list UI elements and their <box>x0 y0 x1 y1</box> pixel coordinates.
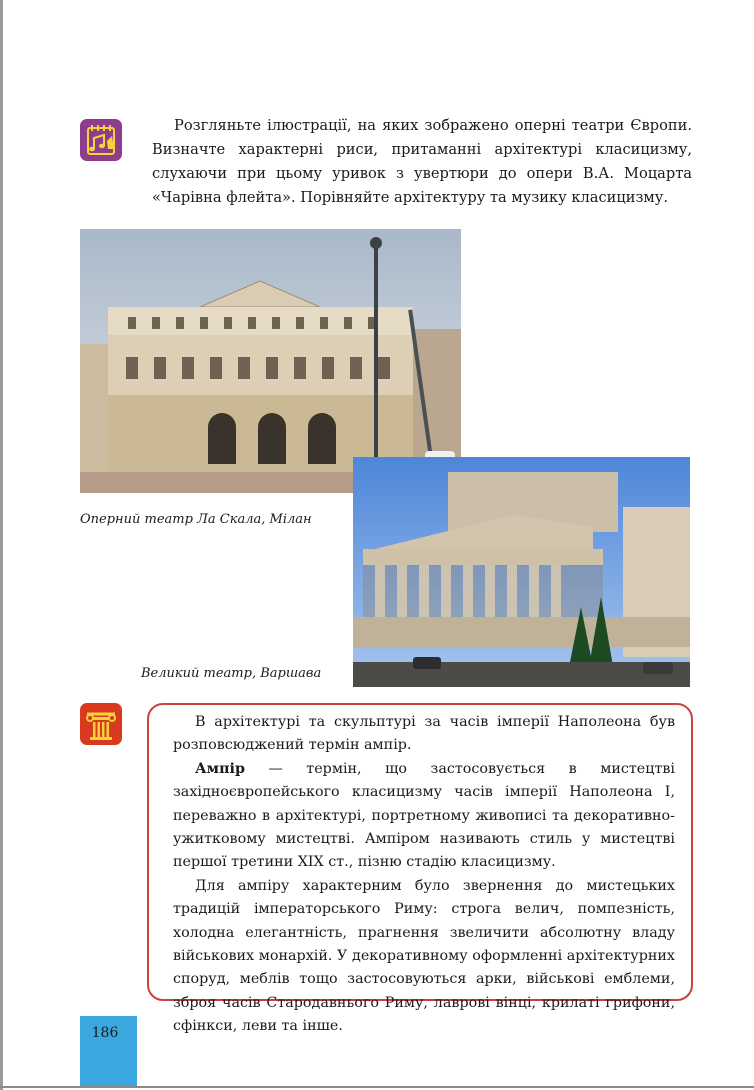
empire-style-info-box <box>147 703 693 1035</box>
bottom-rule <box>0 1086 754 1088</box>
caption-warsaw: Великий театр, Варшава <box>141 666 322 681</box>
page-number: 186 <box>91 1025 119 1041</box>
music-note-icon <box>80 119 122 161</box>
photo-grand-theatre-warsaw <box>353 457 690 687</box>
ionic-column-icon <box>80 703 122 745</box>
info-term: Ампір <box>195 760 245 777</box>
page-edge <box>0 0 3 1090</box>
info-definition-text: — термін, що застосовується в мистецтві західноєвропейського класицизму часів імперії Наполеона І, переважно в архітектурі, портретному живописі та декоративно-ужитковому мистецтві. Ампіром називають стиль у мистецтві першої третини ХІХ ст., пізню стадію класицизму. <box>173 760 675 871</box>
page-number-tab <box>80 1016 137 1086</box>
info-intro: В архітектурі та скульптурі за часів імперії Наполеона був розповсюджений термін ампір. <box>173 714 675 754</box>
info-definition <box>173 758 675 875</box>
info-paragraph-3: Для ампіру характерним було звернення до мистецьких традицій імператорського Риму: строга велич, помпезність, холодна елегантність, прагнення звеличити абсолютну владу військових монархій. У декоративному оформленні архітектурних споруд, меблів тощо застосовуються арки, військові емблеми, зброя часів Стародавнього Риму, лаврові вінці, крилаті грифони, сфінкси, леви та інше. <box>173 877 675 1035</box>
photo-la-scala <box>80 229 461 493</box>
task-text: Розгляньте ілюстрації, на яких зображено оперні театри Європи. Визначте характерні риси, притаманні архітектурі класицизму, слухаючи при цьому уривок з увертюри до опери В.А. Моцарта «Чарівна флейта». Порівняйте архітектуру та музику класицизму. <box>152 117 692 206</box>
caption-la-scala: Оперний театр Ла Скала, Мілан <box>80 512 312 527</box>
